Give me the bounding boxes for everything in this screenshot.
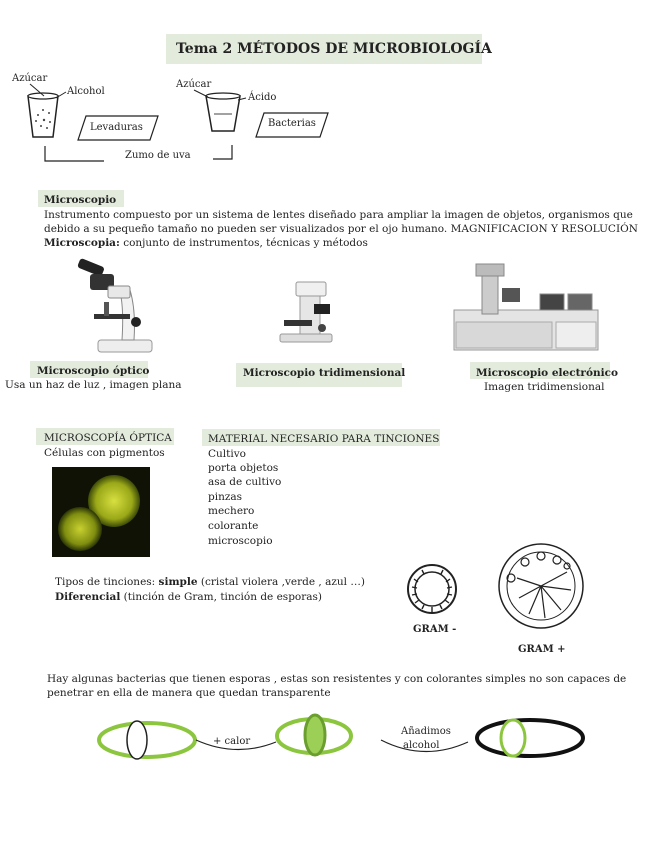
juice-label: Zumo de uva — [125, 150, 191, 161]
materials-item: pinzas — [208, 491, 243, 503]
bacteria-product-label: Ácido — [248, 92, 277, 103]
materials-item: microscopio — [208, 535, 273, 547]
gram-positive-label: GRAM + — [518, 644, 566, 655]
materials-item: mechero — [208, 505, 255, 517]
stain-simple-detail: (cristal violera ,verde , azul …) — [197, 576, 365, 588]
materials-item: porta objetos — [208, 462, 279, 474]
spore-1 — [127, 721, 147, 759]
optical-microscope-label: Microscopio óptico — [37, 365, 150, 377]
gram-positive-diagram — [497, 542, 587, 632]
gram-negative-label: GRAM - — [413, 624, 457, 635]
spores-text-2: penetrar en ella de manera que quedan transparente — [47, 687, 331, 699]
3d-microscope-image — [270, 278, 340, 350]
microscopy-term: Microscopia: — [44, 237, 120, 249]
materials-item: colorante — [208, 520, 259, 532]
stain-differential-detail: (tinción de Gram, tinción de esporas) — [120, 591, 323, 603]
yeast-glass — [28, 96, 58, 137]
yeast-organism-label: Levaduras — [90, 122, 143, 133]
microscope-definition-2: debido a su pequeño tamaño no pueden ser visualizados por el ojo humano. MAGNIFICACION Y RESOLUCIÓN — [44, 223, 638, 235]
gram-negative-diagram — [404, 563, 462, 619]
microscope-heading: Microscopio — [44, 194, 117, 206]
optical-microscope-caption: Usa un haz de luz , imagen plana — [5, 379, 182, 391]
page-title: Tema 2 MÉTODOS DE MICROBIOLOGÍA — [176, 41, 492, 57]
electron-microscope-label: Microscopio electrónico — [476, 367, 618, 379]
microscopy-definition — [44, 236, 368, 250]
stain-differential: Diferencial — [55, 591, 121, 603]
yeast-product-label: Alcohol — [67, 86, 105, 97]
electron-microscope-image — [452, 260, 602, 358]
heat-step-label: + calor — [213, 736, 251, 747]
spores-text-1: Hay algunas bacterias que tienen esporas , estas son resistentes y con colorantes simples no son capaces de — [47, 673, 627, 685]
microscopy-def: conjunto de instrumentos, técnicas y métodos — [119, 237, 368, 249]
materials-item: Cultivo — [208, 448, 246, 460]
yeast-sugar-label: Azúcar — [12, 73, 48, 84]
materials-item: asa de cultivo — [208, 476, 282, 488]
bacteria-sugar-label: Azúcar — [176, 79, 212, 90]
stain-differential-line — [55, 590, 322, 604]
optical-microscope-image — [60, 258, 160, 358]
optical-heading: MICROSCOPÍA ÓPTICA — [44, 432, 172, 444]
alcohol-step-label-2: alcohol — [403, 740, 440, 751]
spore-2 — [305, 715, 325, 755]
pigmented-cells-image — [52, 467, 150, 557]
stain-simple: simple — [158, 576, 198, 588]
fermentation-diagram — [0, 0, 656, 180]
stain-types-line — [55, 575, 365, 589]
spore-staining-process — [0, 700, 656, 780]
alcohol-step-label-1: Añadimos — [401, 726, 451, 737]
spore-3 — [501, 720, 525, 756]
spore-cell-3 — [477, 720, 583, 756]
bacteria-organism-label: Bacterias — [268, 118, 316, 129]
optical-caption: Células con pigmentos — [44, 447, 165, 459]
materials-heading: MATERIAL NECESARIO PARA TINCIONES — [208, 433, 440, 445]
microscope-definition-1: Instrumento compuesto por un sistema de lentes diseñado para ampliar la imagen de objetos, organismos que — [44, 209, 633, 221]
3d-microscope-label: Microscopio tridimensional — [243, 367, 406, 379]
electron-microscope-caption: Imagen tridimensional — [484, 381, 605, 393]
stain-types-prefix: Tipos de tinciones: — [55, 576, 159, 588]
